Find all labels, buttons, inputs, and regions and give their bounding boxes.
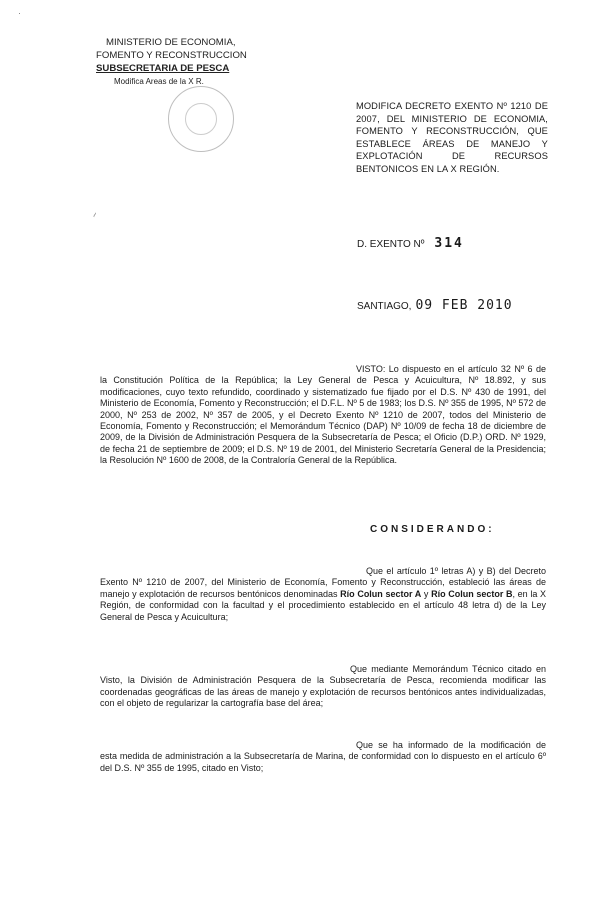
decree-number-line [357, 236, 464, 251]
visto-text: VISTO: Lo dispuesto en el artículo 32 Nº 6 de la Constitución Política de la República; la Ley General de Pesca y Acuicultura, Nº 18.892, y sus modificaciones, cuyo texto refundido, coordinado y sistematizado fue fijado por el D.S. Nº 430 de 1991, del Ministerio de Economía, Fomento y Reconstrucción; el D.F.L. Nº 5 de 1983; los D.S. Nº 355 de 1995, Nº 572 de 2000, Nº 253 de 2002, Nº 357 de 2005, y el Decreto Exento Nº 1210 de 2007, todos del Ministerio de Economía, Fomento y Reconstrucción; el Memorándum Técnico (DAP) Nº 10/09 de fecha 18 de diciembre de 2009, de la División de Administración Pesquera de la Subsecretaría de Pesca; el Oficio (D.P.) ORD. Nº 1929, de fecha 21 de septiembre de 2009; el D.S. Nº 19 de 2001, del Ministerio Secretaría General de la Presidencia; la Resolución Nº 1600 de 2008, de la Contraloría General de la República. [100, 364, 546, 466]
corner-mark: · [18, 8, 21, 18]
c3-text: Que se ha informado de la modificación de esta medida de administración a la Subsecretaría de Marina, de conformidad con lo dispuesto en el artículo 6º del D.S. Nº 355 de 1995, citado en Visto; [100, 740, 546, 773]
c1-area-a: Río Colun sector A [340, 588, 422, 599]
margin-handwriting: ~ [89, 210, 101, 220]
decree-number: 314 [434, 236, 464, 251]
c1-text-e: , en la X Región, de conformidad con la facultad y el procedimiento establecido en el artículo 48 letra d) de la Ley General de Pesca y Acuicultura; [100, 588, 546, 622]
c1-text-a: Que el artículo 1º letras A) y B) del Decreto Exento Nº 1210 de 2007, del Ministerio de Economía, Fomento y Reconstrucción, estableció las áreas de manejo y explotación de recursos bentónicos denominadas [100, 566, 546, 599]
considerando-3 [100, 740, 546, 774]
date-stamp: 09 FEB 2010 [415, 298, 513, 313]
place-label: SANTIAGO, [357, 301, 412, 312]
considerando-1 [100, 566, 546, 623]
c1-area-b: Río Colun sector B [431, 588, 513, 599]
decree-title: MODIFICA DECRETO EXENTO Nº 1210 DE 2007, DEL MINISTERIO DE ECONOMIA, FOMENTO Y RECONSTRUCCIÓN, QUE ESTABLECE ÁREAS DE MANEJO Y EXPLOTACIÓN DE RECURSOS BENTONICOS EN LA X REGIÓN. [356, 101, 548, 174]
c2-text: Que mediante Memorándum Técnico citado en Visto, la División de Administración Pesquera de la Subsecretaría de Pesca, recomienda modificar las coordenadas geográficas de las áreas de manejo y explotación de recursos bentónicos antes individualizadas, con el objeto de regularizar la cartografía base del área; [100, 664, 546, 709]
ministry-name: MINISTERIO DE ECONOMIA, [106, 37, 236, 48]
decree-label: D. EXENTO Nº [357, 239, 425, 250]
official-seal-inner [185, 103, 217, 135]
visto-paragraph [100, 364, 546, 467]
place-date-line [357, 298, 513, 313]
subsecretaria-name: SUBSECRETARIA DE PESCA [96, 63, 230, 74]
ministry-header [98, 36, 247, 88]
considerando-2 [100, 664, 546, 710]
header-subject: Modifica Areas de la X R. [114, 77, 204, 86]
c1-text-c: y [421, 588, 432, 599]
ministry-name-cont: FOMENTO Y RECONSTRUCCION [96, 50, 247, 61]
considerando-heading: CONSIDERANDO: [370, 524, 495, 535]
